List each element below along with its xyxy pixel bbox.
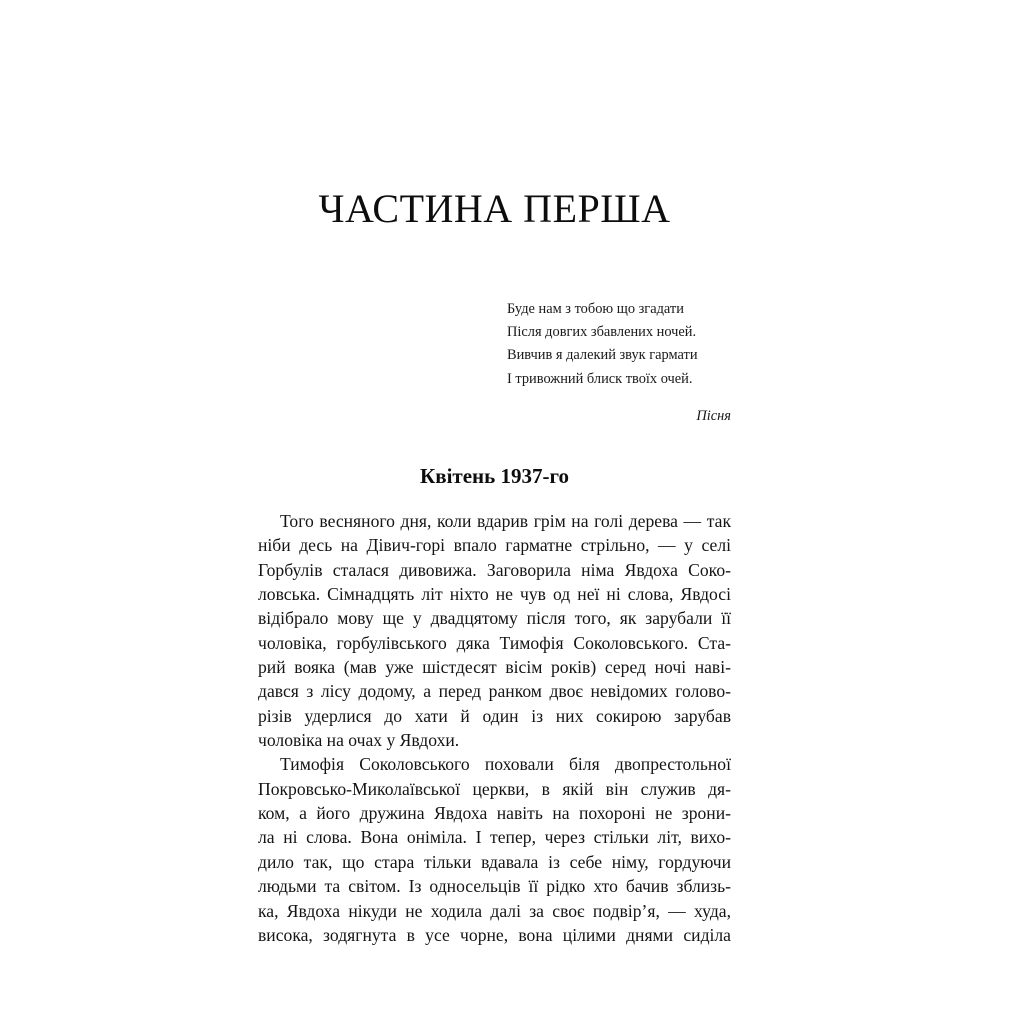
text-line: Тимофія Соколовського поховали біля двопрестольної [280,754,731,775]
text-line: ніби десь на Дівич-горі впало гарматне стрільно, — у селі [258,535,731,556]
text-line: рий вояка (мав уже шістдесят вісім років) серед ночі наві- [258,657,731,678]
text-line: чоловіка на очах у Явдохи. [258,730,460,751]
paragraph [258,509,731,752]
section-heading: Квітень 1937-го [420,463,569,488]
text-line: людьми та світом. Із односельців її рідко хто бачив зблизь- [258,876,731,897]
text-line: різів удерлися до хати й один із них сокирою зарубав [258,705,731,726]
text-line: ла ні слова. Вона оніміла. І тепер, через стільки літ, вихо- [258,827,731,848]
part-title: ЧАСТИНА ПЕРША [318,186,671,231]
text-line: відібрало мову ще у двадцятому після того, як зарубали її [258,608,731,629]
text-line: ка, Явдоха нікуди не ходила далі за своє подвір’я, — худа, [258,900,731,921]
epigraph-line: І тривожний блиск твоїх очей. [507,370,693,387]
epigraph-line: Вивчив я далекий звук гармати [507,347,698,364]
text-line: дався з лісу додому, а перед ранком двоє невідомих голово- [258,681,731,702]
epigraph-attribution: Пісня [696,407,731,424]
paragraph [258,752,731,947]
text-line: ком, а його дружина Явдоха навіть на похороні не зрони- [258,803,731,824]
page-text-block [258,0,731,947]
epigraph-block [258,232,731,426]
body-copy [258,489,731,947]
text-line: Горбулів сталася дивовижа. Заговорила німа Явдоха Соко- [258,559,731,580]
epigraph-line: Після довгих збавлених ночей. [507,324,697,341]
text-line: чоловіка, горбулівського дяка Тимофія Соколовського. Ста- [258,632,731,653]
text-line: ловська. Сімнадцять літ ніхто не чув од неї ні слова, Явдосі [258,584,731,605]
text-line: Того весняного дня, коли вдарив грім на голі дерева — так [280,511,731,531]
epigraph-line: Буде нам з тобою що згадати [507,301,684,317]
text-line: висока, зодягнута в усе чорне, вона цілими днями сиділа [258,924,731,945]
text-line: дило так, що стара тільки вдавала із себе німу, гордуючи [258,851,731,872]
text-line: Покровсько-Миколаївської церкви, в якій він служив дя- [258,778,731,799]
